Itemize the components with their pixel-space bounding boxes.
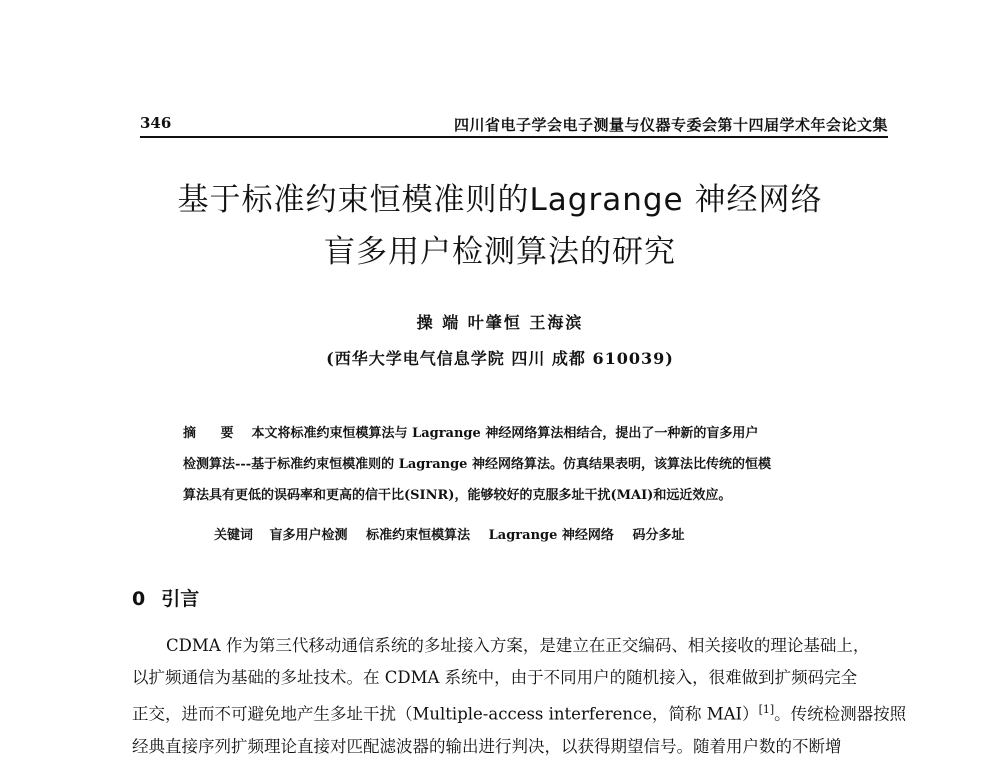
- keywords: [214, 524, 698, 543]
- citation-ref[interactable]: [1]: [758, 703, 775, 716]
- body-paragraph: [132, 630, 907, 763]
- paper-title-line-2: 盲多用户检测算法的研究: [324, 234, 676, 270]
- body-line: 以扩频通信为基础的多址技术。在 CDMA 系统中，由于不同用户的随机接入，很难做到扩频码完全: [132, 668, 858, 687]
- running-header: [140, 112, 888, 138]
- abstract-line: 算法具有更低的误码率和更高的信干比(SINR)，能够较好的克服多址干扰(MAI)和远近效应。: [183, 488, 732, 503]
- section-number: 0: [132, 588, 146, 610]
- body-text: 正交，进而不可避免地产生多址干扰（Multiple-access interference，简称 MAI）: [132, 704, 759, 724]
- abstract: [183, 418, 833, 511]
- abstract-line: [183, 418, 833, 449]
- body-line: 经典直接序列扩频理论直接对匹配滤波器的输出进行判决，以获得期望信号。随着用户数的不断增: [132, 736, 842, 756]
- abstract-text: 本文将标准约束恒模算法与 Lagrange 神经网络算法相结合，提出了一种新的盲多用户: [251, 426, 759, 441]
- author-list: 操 端 叶肇恒 王海滨: [416, 313, 584, 332]
- paper-title-line-1: 基于标准约束恒模准则的Lagrange 神经网络: [177, 182, 823, 218]
- page-number: 346: [140, 114, 172, 132]
- keyword-item: Lagrange 神经网络: [488, 528, 614, 543]
- affiliation: (西华大学电气信息学院 四川 成都 610039): [326, 349, 674, 368]
- body-line: [132, 694, 907, 731]
- abstract-label: 摘 要: [183, 426, 244, 441]
- section-heading: [132, 584, 199, 611]
- abstract-line: 检测算法---基于标准约束恒模准则的 Lagrange 神经网络算法。仿真结果表明，该算法比传统的恒模: [183, 457, 771, 472]
- keyword-item: 盲多用户检测: [269, 528, 348, 543]
- section-title: 引言: [161, 588, 200, 610]
- journal-name: 四川省电子学会电子测量与仪器专委会第十四届学术年会论文集: [453, 116, 888, 134]
- body-text: 。传统检测器按照: [774, 704, 907, 724]
- body-line: CDMA 作为第三代移动通信系统的多址接入方案，是建立在正交编码、相关接收的理论基础上，: [166, 636, 870, 655]
- keyword-item: 标准约束恒模算法: [366, 528, 471, 543]
- keywords-label: 关键词: [214, 528, 254, 543]
- keyword-item: 码分多址: [632, 528, 685, 543]
